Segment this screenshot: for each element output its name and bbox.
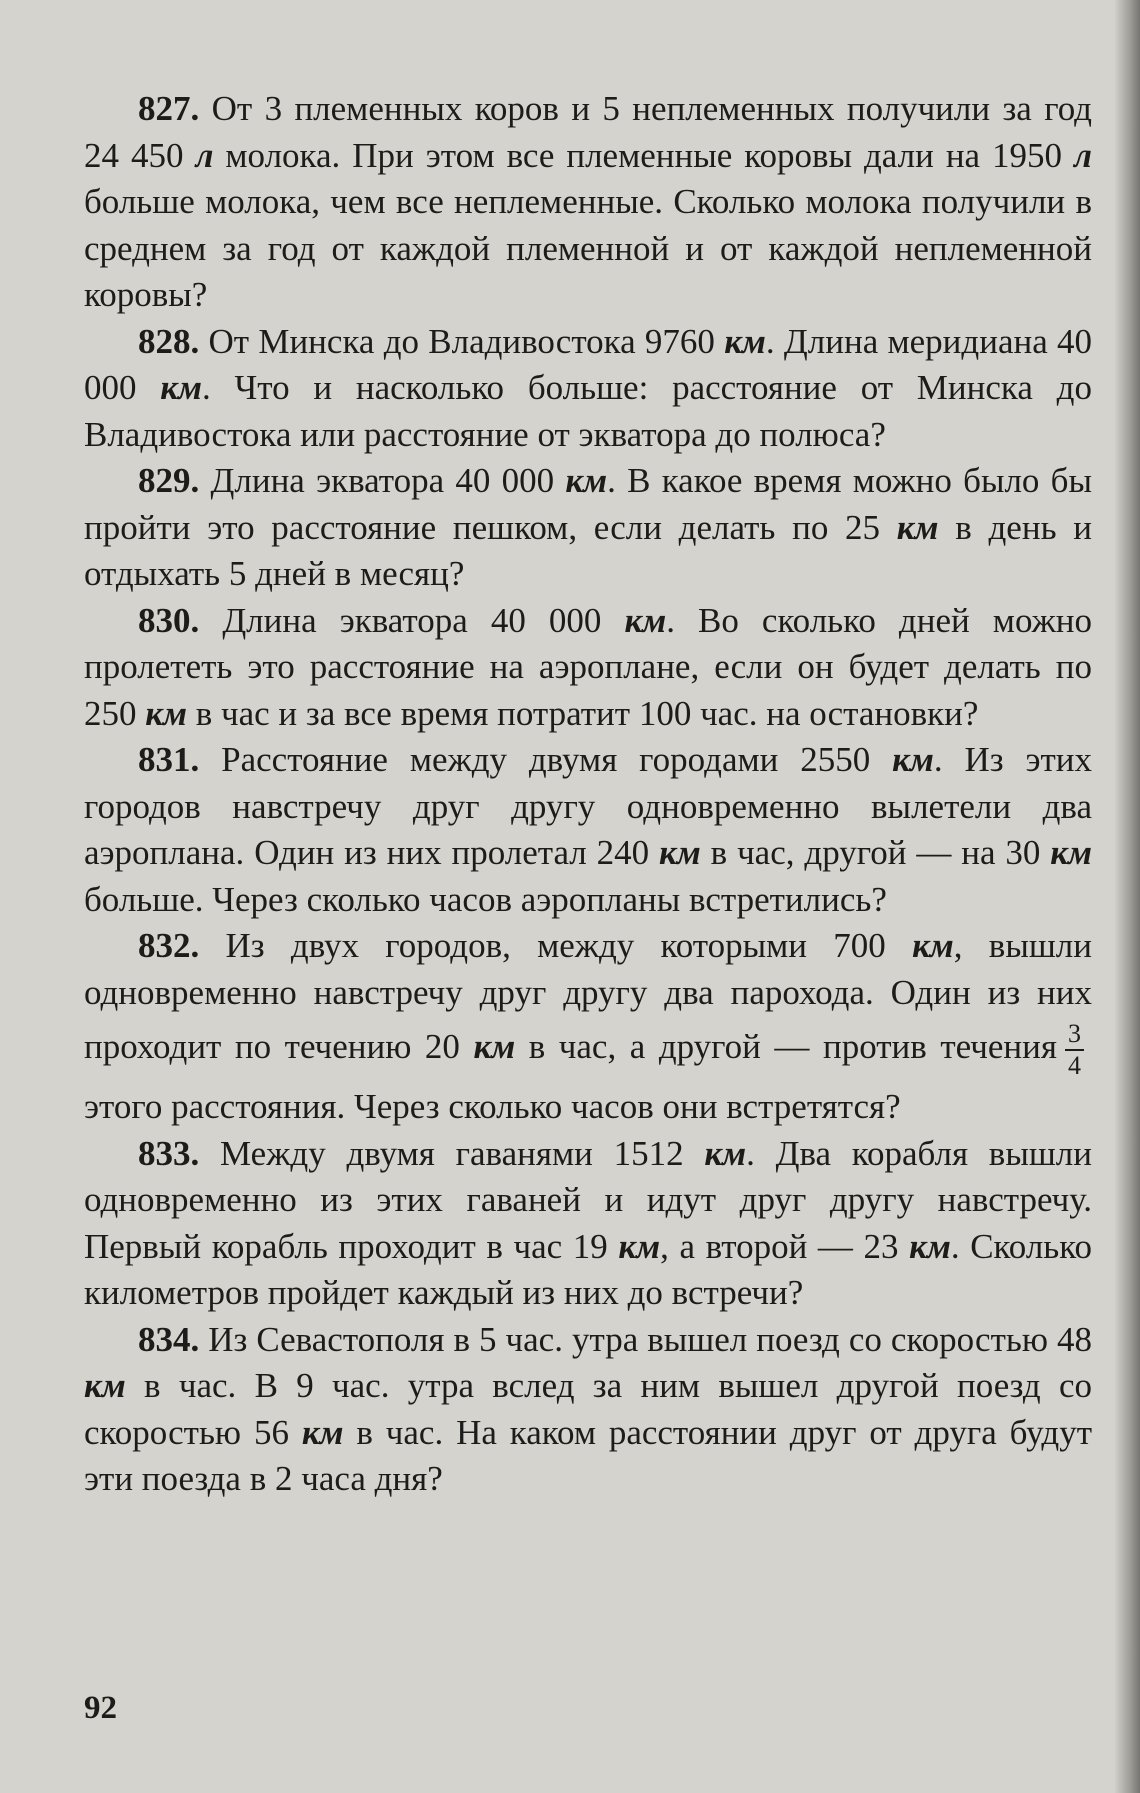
problem-number: 834. (138, 1319, 200, 1359)
unit-liter: л (195, 135, 214, 175)
problem-text: в час. В 9 час. утра вслед за ним вышел другой поезд со скоростью 56 (84, 1366, 1092, 1452)
page-edge-shadow (1114, 0, 1140, 1793)
problem-829 (84, 458, 1092, 598)
unit-liter: л (1074, 135, 1092, 175)
problem-text: От 3 племенных коров и 5 неплеменных получили за год 24 450 (84, 89, 1092, 175)
problem-number: 832. (138, 926, 200, 965)
problem-text: . Сколько километров пройдет каждый из них до встречи? (84, 1226, 1092, 1312)
problem-text: Длина экватора 40 000 (210, 461, 566, 500)
unit-km: км (659, 833, 701, 872)
problem-text: Расстояние между двумя городами 2550 (221, 740, 893, 779)
problem-text: в час, а другой — против течения (515, 1027, 1057, 1067)
unit-km: км (473, 1027, 516, 1067)
unit-km: км (892, 740, 934, 779)
problem-830 (84, 598, 1092, 738)
problem-number: 828. (138, 321, 200, 361)
problem-text: . Из этих городов навстречу друг другу одновременно вылетели два аэроплана. Один из них пролетал 240 (84, 740, 1092, 872)
unit-km: км (84, 1366, 126, 1405)
problem-number: 829. (138, 461, 200, 500)
problem-text: в день и отдыхать 5 дней в месяц? (84, 507, 1092, 593)
fraction-denominator: 4 (1067, 1051, 1081, 1080)
problem-827 (84, 86, 1092, 319)
problem-text: . В какое время можно было бы пройти это расстояние пешком, если делать по 25 (84, 461, 1092, 547)
unit-km: км (724, 321, 766, 361)
problem-text: , вышли одновременно навстречу друг другу два парохода. Один из них проходит по течению 20 (84, 926, 1092, 1067)
unit-km: км (909, 1226, 951, 1266)
problem-833 (84, 1131, 1092, 1317)
problem-text: Длина экватора 40 000 (222, 600, 625, 640)
unit-km: км (565, 461, 608, 500)
problem-text: Из двух городов, между которыми 700 (225, 926, 913, 965)
problem-text: . Во сколько дней можно пролететь это расстояние на аэроплане, если он будет делать по 250 (84, 600, 1092, 733)
problem-text: больше. Через сколько часов аэропланы встретились? (84, 879, 887, 919)
problem-number: 830. (138, 600, 200, 640)
unit-km: км (912, 926, 954, 965)
unit-km: км (145, 693, 187, 733)
problem-text: этого расстояния. Через сколько часов они встретятся? (84, 1087, 901, 1126)
problem-834 (84, 1317, 1092, 1503)
fraction (1065, 1021, 1084, 1079)
problem-number: 831. (138, 740, 200, 779)
problem-text: молока. При этом все племенные коровы дали на 1950 (213, 135, 1075, 175)
problem-text: От Минска до Владивостока 9760 (208, 321, 725, 361)
problem-text: . Длина меридиана 40 000 (84, 321, 1092, 407)
unit-km: км (301, 1412, 344, 1452)
problem-text: Между двумя гаванями 1512 (220, 1133, 705, 1173)
page-number: 92 (84, 1690, 117, 1726)
problem-text: в час. На каком расстоянии друг от друга будут эти поезда в 2 часа дня? (84, 1412, 1092, 1498)
problem-832 (84, 923, 1092, 1131)
problem-text: в час и за все время потратит 100 час. на остановки? (186, 693, 979, 733)
problem-text: больше молока, чем все неплеменные. Сколько молока получили в среднем за год от каждой племенной и от каждой неплеменной коровы? (84, 182, 1092, 314)
problem-text: , а второй — 23 (660, 1226, 910, 1266)
problem-text: . Что и насколько больше: расстояние от Минска до Владивостока или расстояние от экватора до полюса? (84, 368, 1092, 454)
problem-831 (84, 737, 1092, 923)
problem-text: Из Севастополя в 5 час. утра вышел поезд со скоростью 48 (208, 1319, 1093, 1359)
problem-828 (84, 319, 1092, 459)
problem-text: в час, другой — на 30 (700, 833, 1051, 872)
problem-number: 833. (138, 1133, 200, 1173)
problem-text: . Два корабля вышли одновременно из этих гаваней и идут друг другу навстречу. Первый корабль проходит в час 19 (84, 1133, 1092, 1266)
unit-km: км (624, 600, 667, 640)
problem-number: 827. (138, 89, 200, 128)
unit-km: км (160, 368, 202, 407)
unit-km: км (618, 1226, 661, 1266)
unit-km: км (1050, 833, 1092, 872)
problem-list (84, 86, 1092, 1503)
unit-km: км (896, 507, 939, 547)
unit-km: км (704, 1133, 747, 1173)
fraction-numerator: 3 (1065, 1021, 1084, 1051)
